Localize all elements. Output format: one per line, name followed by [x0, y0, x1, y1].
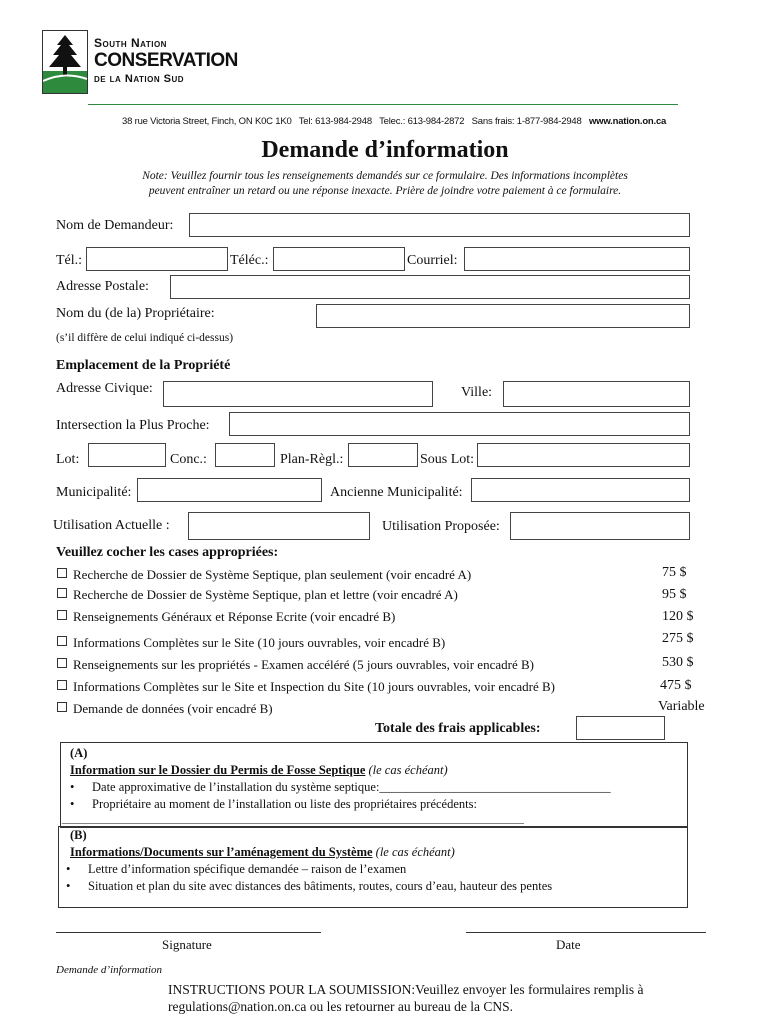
- tel-label: Tél.:: [56, 253, 83, 268]
- conc-input[interactable]: [215, 443, 275, 467]
- check-item-5[interactable]: Renseignements sur les propriétés - Examen accéléré (5 jours ouvrables, voir encadré B): [57, 657, 534, 673]
- owner-input[interactable]: [316, 304, 690, 328]
- check-item-2[interactable]: Recherche de Dossier de Système Septique, plan et lettre (voir encadré A): [57, 587, 458, 603]
- price-4: 275 $: [662, 631, 694, 646]
- owner-label: Nom du (de la) Propriétaire:: [56, 306, 215, 321]
- municipality-input[interactable]: [137, 478, 322, 502]
- header-rule: [88, 104, 678, 105]
- logo-line1: South Nation: [94, 36, 167, 50]
- header-address: 38 rue Victoria Street, Finch, ON K0C 1K0: [122, 116, 292, 127]
- city-label: Ville:: [461, 385, 493, 400]
- conc-label: Conc.:: [170, 452, 207, 467]
- email-label: Courriel:: [407, 253, 458, 268]
- municipality-label: Municipalité:: [56, 485, 132, 500]
- note-line1: Note: Veuillez fournir tous les renseignements demandés sur ce formulaire. Des informations incomplètes: [142, 170, 628, 182]
- header-contact: [122, 116, 666, 127]
- checkbox[interactable]: [57, 610, 67, 620]
- intersection-label: Intersection la Plus Proche:: [56, 418, 210, 433]
- footer-label: Demande d’information: [56, 964, 163, 976]
- box-a-bullet-2: • Propriétaire au moment de l’installation ou liste des propriétaires précédents:: [92, 797, 477, 812]
- plan-input[interactable]: [348, 443, 418, 467]
- checkbox[interactable]: [57, 588, 67, 598]
- checkbox[interactable]: [57, 658, 67, 668]
- postal-label: Adresse Postale:: [56, 279, 149, 294]
- signature-label: Signature: [162, 937, 212, 952]
- location-heading: Emplacement de la Propriété: [56, 358, 231, 373]
- total-label: Totale des frais applicables:: [375, 721, 541, 736]
- check-item-3[interactable]: Renseignements Généraux et Réponse Ecrite (voir encadré B): [57, 609, 395, 625]
- postal-input[interactable]: [170, 275, 690, 299]
- box-b-heading: Informations/Documents sur l’aménagement du Système (le cas échéant): [70, 845, 455, 859]
- check-item-6[interactable]: Informations Complètes sur le Site et Inspection du Site (10 jours ouvrables, voir encadré B): [57, 679, 555, 695]
- civic-label: Adresse Civique:: [56, 381, 153, 396]
- proposed-use-label: Utilisation Proposée:: [382, 519, 500, 534]
- sublot-label: Sous Lot:: [420, 452, 475, 467]
- former-municipality-label: Ancienne Municipalité:: [330, 485, 463, 500]
- price-5: 530 $: [662, 655, 694, 670]
- sublot-input[interactable]: [477, 443, 690, 467]
- former-municipality-input[interactable]: [471, 478, 690, 502]
- requester-input[interactable]: [189, 213, 690, 237]
- price-3: 120 $: [662, 609, 694, 624]
- price-6: 475 $: [660, 678, 692, 693]
- check-item-4[interactable]: Informations Complètes sur le Site (10 jours ouvrables, voir encadré B): [57, 635, 445, 651]
- lot-input[interactable]: [88, 443, 166, 467]
- owner-note: (s’il diffère de celui indiqué ci-dessus): [56, 332, 234, 344]
- current-use-label: Utilisation Actuelle :: [53, 518, 170, 533]
- fax-input[interactable]: [273, 247, 405, 271]
- box-a-heading: Information sur le Dossier du Permis de Fosse Septique (le cas échéant): [70, 763, 448, 777]
- price-2: 95 $: [662, 587, 687, 602]
- plan-label: Plan-Règl.:: [280, 452, 344, 467]
- checkbox[interactable]: [57, 702, 67, 712]
- intersection-input[interactable]: [229, 412, 690, 436]
- checkbox[interactable]: [57, 568, 67, 578]
- box-b-bullet-2: • Situation et plan du site avec distances des bâtiments, routes, cours d’eau, hauteur des pentes: [88, 879, 552, 894]
- proposed-use-input[interactable]: [510, 512, 690, 540]
- box-a-line: ____________________________________________________________________________________: [62, 813, 524, 825]
- checkbox[interactable]: [57, 680, 67, 690]
- price-1: 75 $: [662, 565, 687, 580]
- checkbox[interactable]: [57, 636, 67, 646]
- check-item-1[interactable]: Recherche de Dossier de Système Septique, plan seulement (voir encadré A): [57, 567, 471, 583]
- box-a-bullet-1: • Date approximative de l’installation du système septique:_____________________________________: [92, 780, 611, 795]
- header-tollfree: Sans frais: 1-877-984-2948: [471, 116, 582, 127]
- instructions-line1: INSTRUCTIONS POUR LA SOUMISSION:Veuillez envoyer les formulaires remplis à: [168, 982, 644, 997]
- check-item-7[interactable]: Demande de données (voir encadré B): [57, 701, 273, 717]
- logo-line2: CONSERVATION: [94, 50, 238, 71]
- current-use-input[interactable]: [188, 512, 370, 540]
- price-7: Variable: [658, 699, 705, 714]
- lot-label: Lot:: [56, 452, 80, 467]
- box-a-tag: (A): [70, 746, 88, 760]
- requester-label: Nom de Demandeur:: [56, 218, 174, 233]
- page-title: Demande d’information: [261, 137, 509, 163]
- city-input[interactable]: [503, 381, 690, 407]
- header-fax: Telec.: 613-984-2872: [379, 116, 465, 127]
- checks-heading: Veuillez cocher les cases appropriées:: [56, 545, 279, 560]
- box-b-tag: (B): [70, 828, 87, 842]
- date-line[interactable]: [466, 932, 706, 933]
- instructions-line2: regulations@nation.on.ca ou les retourner au bureau de la CNS.: [168, 999, 513, 1014]
- tel-input[interactable]: [86, 247, 228, 271]
- fax-label: Téléc.:: [230, 253, 269, 268]
- date-label: Date: [556, 937, 581, 952]
- signature-line[interactable]: [56, 932, 321, 933]
- logo: [42, 30, 252, 96]
- box-b-bullet-1: • Lettre d’information spécifique demandée – raison de l’examen: [88, 862, 406, 877]
- total-input[interactable]: [576, 716, 665, 740]
- tree-icon: [42, 30, 88, 94]
- header-web[interactable]: www.nation.on.ca: [588, 116, 667, 127]
- civic-input[interactable]: [163, 381, 433, 407]
- header-tel: Tel: 613-984-2948: [298, 116, 372, 127]
- note-line2: peuvent entraîner un retard ou une réponse inexacte. Prière de joindre votre paiement à ce formulaire.: [148, 185, 622, 197]
- logo-line3: de la Nation Sud: [94, 73, 185, 85]
- email-input[interactable]: [464, 247, 690, 271]
